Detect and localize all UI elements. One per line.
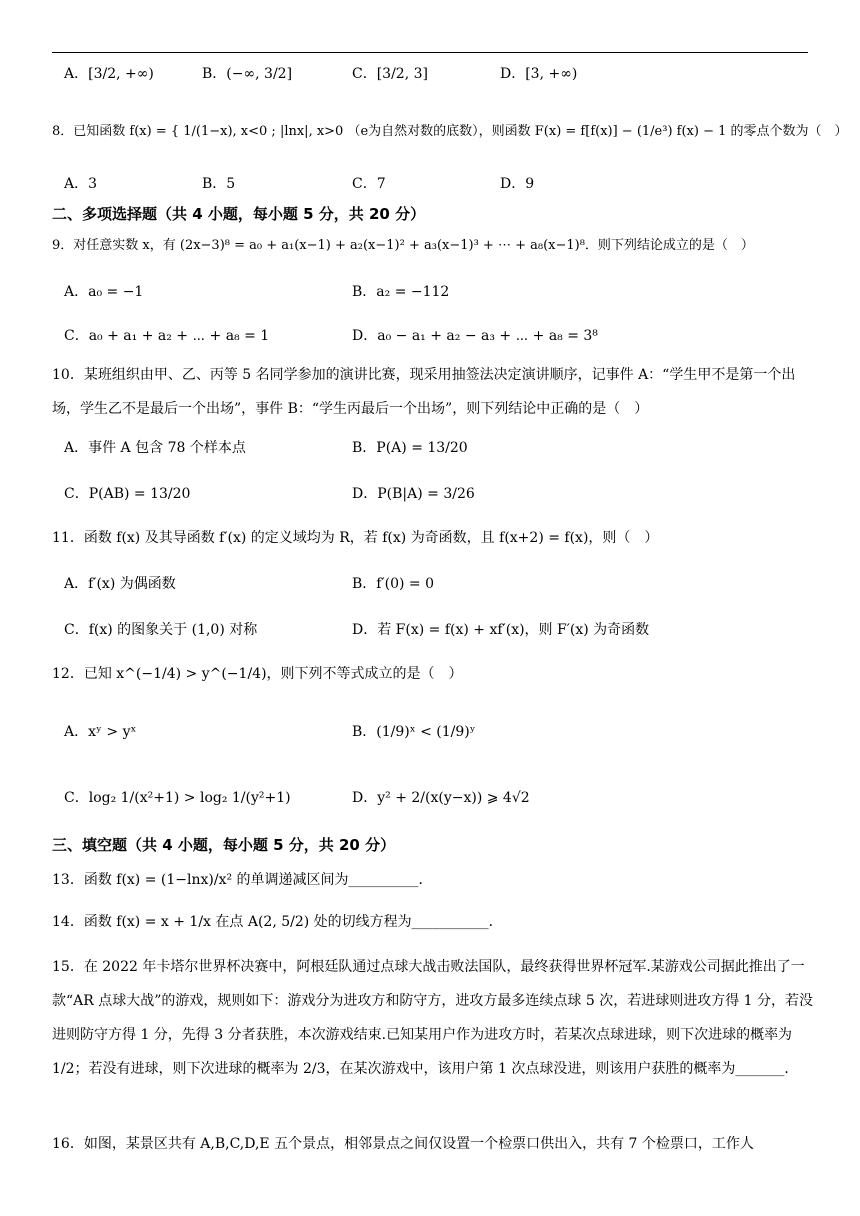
q10-stem: 10．某班组织由甲、乙、丙等 5 名同学参加的演讲比赛，现采用抽签法决定演讲顺序，记事件 A：“学生甲不是第一个出场，学生乙不是最后一个出场”，事件 B：“学生丙最后一个出场”，则下列结论中正确的是（ ） [52, 367, 796, 417]
q11-option-d: D．若 F(x) = f(x) + xf′(x)，则 F′(x) 为奇函数 [352, 622, 650, 638]
q8-option-a: A．3 [64, 176, 98, 192]
q8-stem: 8．已知函数 f(x) = { 1/(1−x), x<0 ; |lnx|, x>0 （e为自然对数的底数），则函数 F(x) = f[f(x)] − (1/e³) f(x) − 1 的零点个数为（ ） [52, 124, 848, 139]
q16-stem: 16．如图，某景区共有 A,B,C,D,E 五个景点，相邻景点之间仅设置一个检票口供出入，共有 7 个检票口，工作人 [52, 1136, 754, 1152]
q9-option-a: A．a₀ = −1 [64, 284, 144, 300]
q9-stem: 9．对任意实数 x，有 (2x−3)⁸ = a₀ + a₁(x−1) + a₂(x−1)² + a₃(x−1)³ + ⋯ + a₈(x−1)⁸．则下列结论成立的是（ ） [52, 238, 754, 253]
q7-option-b: B．(−∞, 3/2] [202, 66, 293, 82]
section-3-heading: 三、填空题（共 4 小题，每小题 5 分，共 20 分） [52, 836, 396, 854]
q11-option-a: A．f′(x) 为偶函数 [64, 576, 176, 592]
q9-option-d: D．a₀ − a₁ + a₂ − a₃ + ⋯ + a₈ = 3⁸ [352, 328, 598, 344]
q8-option-b: B．5 [202, 176, 236, 192]
q8-option-d: D．9 [500, 176, 535, 192]
q8-option-c: C．7 [352, 176, 386, 192]
q12-stem: 12．已知 x^(−1/4) > y^(−1/4)，则下列不等式成立的是（ ） [52, 666, 463, 682]
q11-stem: 11．函数 f(x) 及其导函数 f′(x) 的定义域均为 R，若 f(x) 为奇函数，且 f(x+2) = f(x)，则（ ） [52, 530, 659, 546]
q10-option-c: C．P(AB) = 13/20 [64, 486, 191, 502]
q12-option-c: C．log₂ 1/(x²+1) > log₂ 1/(y²+1) [64, 790, 291, 806]
q11-option-b: B．f′(0) = 0 [352, 576, 435, 592]
q7-option-c: C．[3/2, 3] [352, 66, 428, 82]
q12-option-a: A．xʸ > yˣ [64, 724, 137, 740]
q7-option-d: D．[3, +∞) [500, 66, 578, 82]
q14-stem: 14．函数 f(x) = x + 1/x 在点 A(2, 5/2) 处的切线方程为___________． [52, 914, 503, 930]
q7-option-a: A．[3/2, +∞) [64, 66, 154, 82]
q15-stem: 15．在 2022 年卡塔尔世界杯决赛中，阿根廷队通过点球大战击败法国队，最终获得世界杯冠军.某游戏公司据此推出了一款“AR 点球大战”的游戏，规则如下：游戏分为进攻方和防守方，进攻方最多连续点球 5 次，若进球则进攻方得 1 分，若没进则防守方得 1 分，先得 3 分者获胜，本次游戏结束.已知某用户作为进攻方时，若某次点球进球，则下次进球的概率为 1/2；若没有进球，则下次进球的概率为 2/3，在某次游戏中，该用户第 1 次点球没进，则该用户获胜的概率为_______． [52, 959, 814, 1077]
q11-option-c: C．f(x) 的图象关于 (1,0) 对称 [64, 622, 258, 638]
q12-option-b: B．(1/9)ˣ < (1/9)ʸ [352, 724, 476, 740]
q12-option-d: D．y² + 2/(x(y−x)) ⩾ 4√2 [352, 790, 530, 806]
q10-option-b: B．P(A) = 13/20 [352, 440, 468, 456]
q10-option-a: A．事件 A 包含 78 个样本点 [64, 440, 246, 456]
top-rule [52, 52, 808, 53]
q9-option-b: B．a₂ = −112 [352, 284, 450, 300]
q13-stem: 13．函数 f(x) = (1−lnx)/x² 的单调递减区间为__________． [52, 872, 433, 888]
q10-option-d: D．P(B|A) = 3/26 [352, 486, 475, 502]
section-2-heading: 二、多项选择题（共 4 小题，每小题 5 分，共 20 分） [52, 205, 426, 223]
q9-option-c: C．a₀ + a₁ + a₂ + ⋯ + a₈ = 1 [64, 328, 270, 344]
